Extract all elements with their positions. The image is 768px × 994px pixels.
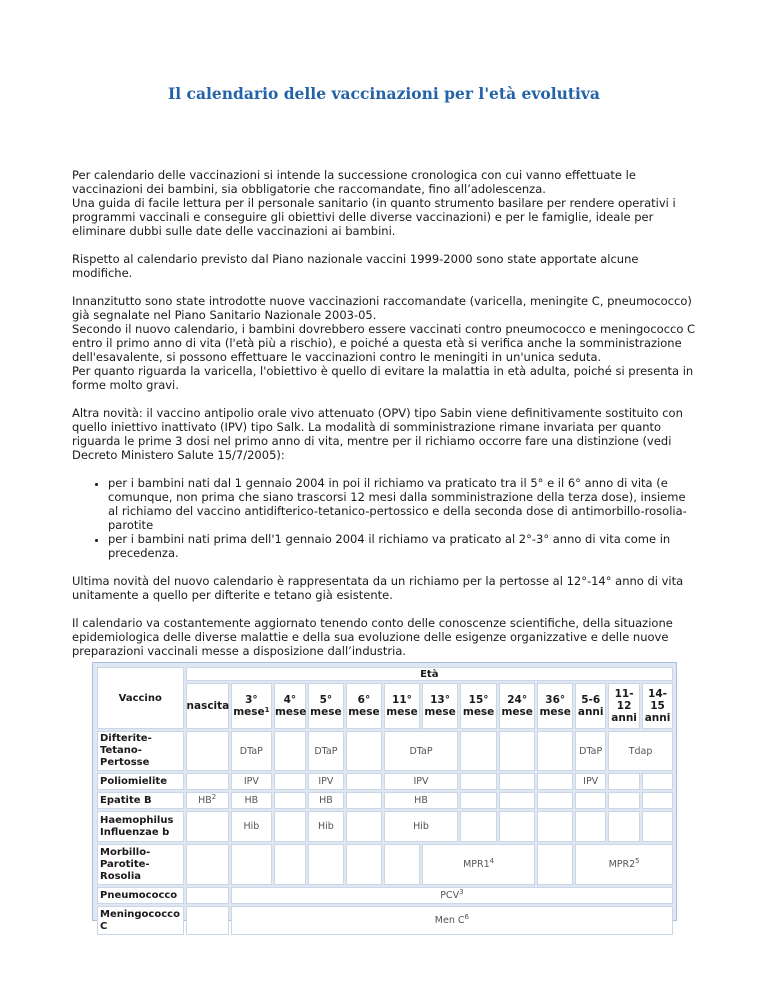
dose-cell: DTaP	[231, 731, 272, 771]
novita-text: Innanzitutto sono state introdotte nuove vaccinazioni raccomandate (varicella, meningite C, pneumococco) già segnalate nel Piano Sanitario Nazionale 2003-05.	[72, 294, 692, 322]
vaccine-name: Difterite-Tetano-Pertosse	[97, 731, 184, 771]
list-item: • per i bambini nati prima dell'1 gennaio 2004 il richiamo va praticato al 2°-3° anno di vita come in precedenza.	[108, 532, 698, 560]
vaccine-name: Epatite B	[97, 792, 184, 809]
table-row	[97, 887, 673, 904]
paragraph-polio: Altra novità: il vaccino antipolio orale vivo attenuato (OPV) tipo Sabin viene definitivamente sostituito con quello iniettivo inattivato (IPV) tipo Salk. La modalità di somministrazione rimane invariata per quanto riguarda le prime 3 dosi nel primo anno di vita, mentre per il richiamo occorre fare una distinzione (vedi Decreto Ministero Salute 15/7/2005):	[72, 406, 683, 462]
calendar-grid	[95, 665, 675, 937]
age-header-24-mese: 24° mese	[499, 683, 535, 729]
dose-cell: $HB^2$	[186, 792, 229, 809]
dose-cell: HB	[384, 792, 458, 809]
table-row	[97, 773, 673, 790]
age-header-3-mese: 3° mese$^1$	[231, 683, 272, 729]
dose-cell: IPV	[575, 773, 606, 790]
vaccination-calendar-table	[92, 662, 677, 932]
dose-cell: Hib	[308, 811, 344, 842]
dose-cell: IPV	[384, 773, 458, 790]
dose-cell: HB	[308, 792, 344, 809]
dose-cell: IPV	[308, 773, 344, 790]
list-item: • per i bambini nati dal 1 gennaio 2004 in poi il richiamo va praticato tra il 5° e il 6° anno di vita (e comunque, non prima che siano trascorsi 12 mesi dalla somministrazione della terza dose), insieme al richiamo del vaccino antidifterico-tetanico-pertossico e della seconda dose di antimorbillo-rosolia-parotite	[108, 476, 698, 532]
table-row	[97, 792, 673, 809]
paragraph-novita	[72, 294, 698, 392]
age-header-14-15-anni: 14- 15 anni	[642, 683, 673, 729]
paragraph-aggiornamento: Il calendario va costantemente aggiornato tenendo conto delle conoscenze scientifiche, della situazione epidemiologica delle diverse malattie e della sua evoluzione delle esigenze organizzative e delle nuove preparazioni vaccinali messe a disposizione dall’industria.	[72, 616, 673, 658]
table-row	[97, 844, 673, 885]
novita-text-3: Per quanto riguarda la varicella, l'obiettivo è quello di evitare la malattia in età adulta, poiché si presenta in forme molto gravi.	[72, 364, 694, 392]
intro-text: Per calendario delle vaccinazioni si intende la successione cronologica con cui vanno effettuate le vaccinazioni dei bambini, sia obbligatorie che raccomandate, fino all’adolescenza.	[72, 168, 636, 196]
dose-cell: Men $C^6$	[231, 906, 673, 935]
article-body	[72, 168, 698, 672]
dose-cell: DTaP	[575, 731, 606, 771]
vaccine-name: Haemophilus Influenzae b	[97, 811, 184, 842]
paragraph-pertosse: Ultima novità del nuovo calendario è rappresentata da un richiamo per la pertosse al 12°-14° anno di vita unitamente a quello per difterite e tetano già esistente.	[72, 574, 684, 602]
dose-cell: Hib	[231, 811, 272, 842]
header-eta: Età	[186, 667, 673, 681]
vaccine-name: Pneumococco	[97, 887, 184, 904]
paragraph-modifiche: Rispetto al calendario previsto dal Piano nazionale vaccini 1999-2000 sono state apportate alcune modifiche.	[72, 252, 639, 280]
dose-cell: DTaP	[384, 731, 458, 771]
age-header-4-mese: 4° mese	[274, 683, 306, 729]
age-header-15-mese: 15° mese	[460, 683, 497, 729]
dose-cell: Hib	[384, 811, 458, 842]
dose-cell: DTaP	[308, 731, 344, 771]
dose-cell: HB	[231, 792, 272, 809]
intro-paragraph	[72, 168, 698, 238]
polio-bullet-list	[72, 476, 698, 560]
dose-cell: PCV$^3$	[231, 887, 673, 904]
age-header-5-mese: 5° mese	[308, 683, 344, 729]
table-row	[97, 906, 673, 935]
table-row	[97, 731, 673, 771]
vaccine-name: Meningococco C	[97, 906, 184, 935]
age-header-nascita: nascita	[186, 683, 229, 729]
age-header-6-mese: 6° mese	[346, 683, 382, 729]
dose-cell: $MPR1^4$	[422, 844, 535, 885]
vaccine-name: Poliomielite	[97, 773, 184, 790]
age-header-36-mese: 36° mese	[537, 683, 573, 729]
age-header-13-mese: 13° mese	[422, 683, 458, 729]
age-header-11-mese: 11° mese	[384, 683, 420, 729]
age-header-11-12-anni: 11- 12 anni	[608, 683, 640, 729]
age-header-5-6-anni: 5-6 anni	[575, 683, 606, 729]
novita-text-2: Secondo il nuovo calendario, i bambini dovrebbero essere vaccinati contro pneumococco e meningococco C entro il primo anno di vita (l'età più a rischio), e poiché a questa età si verifica anche la somministrazione dell'esavalente, si possono effettuare le vaccinazioni contro le meningiti in un'unica seduta.	[72, 322, 696, 364]
dose-cell: IPV	[231, 773, 272, 790]
page-title: Il calendario delle vaccinazioni per l'età evolutiva	[168, 84, 600, 103]
dose-cell: Tdap	[608, 731, 673, 771]
header-vaccino: Vaccino	[97, 667, 184, 729]
table-row	[97, 811, 673, 842]
intro-text-2: Una guida di facile lettura per il personale sanitario (in quanto strumento basilare per rendere operativi i programmi vaccinali e conseguire gli obiettivi delle diverse vaccinazioni) e per le famiglie, ideale per eliminare dubbi sulle date delle vaccinazioni ai bambini.	[72, 196, 676, 238]
vaccine-name: Morbillo-Parotite-Rosolia	[97, 844, 184, 885]
dose-cell: $MPR2^5$	[575, 844, 673, 885]
